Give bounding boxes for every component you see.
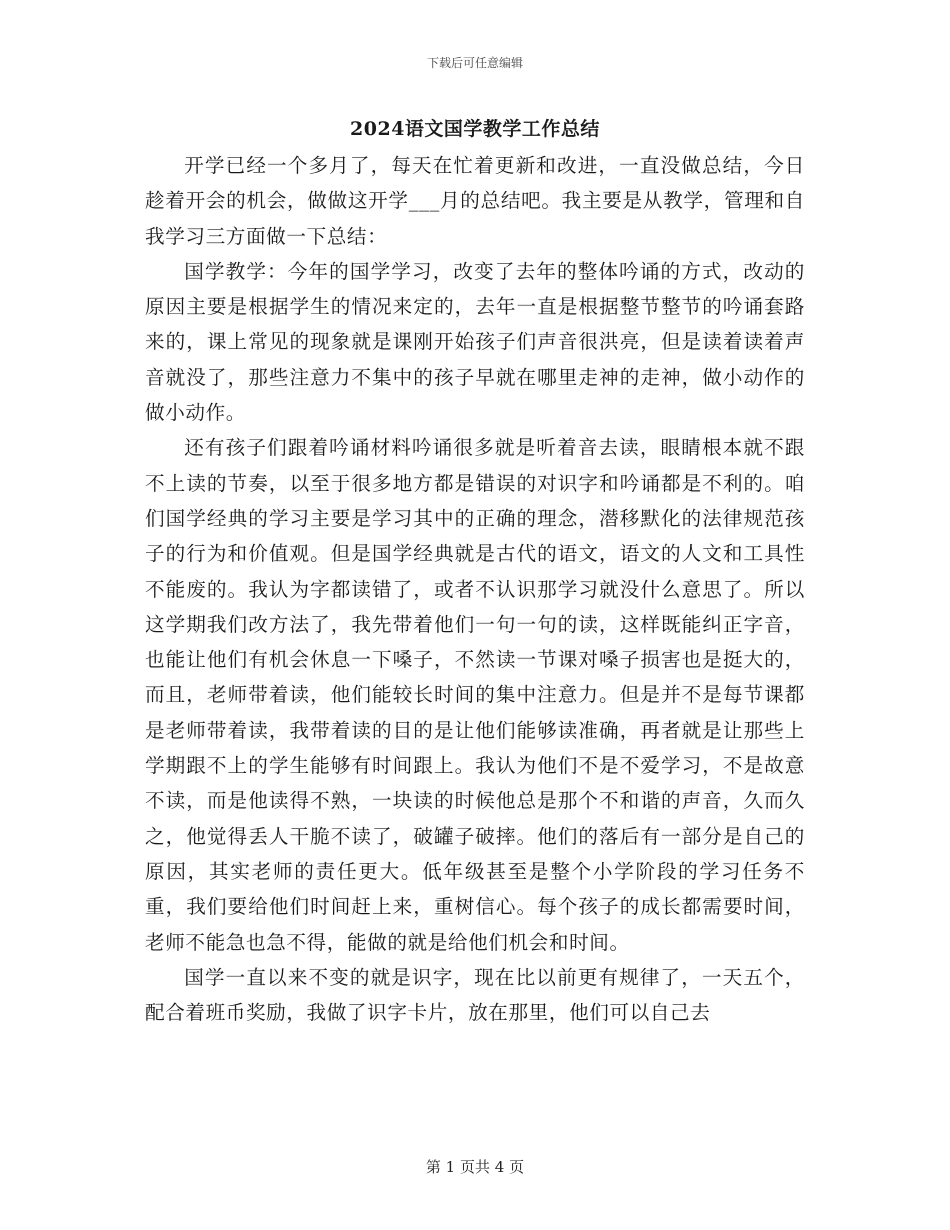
page-number: 第 1 页共 4 页 [425, 1158, 525, 1176]
document-body [145, 148, 805, 1030]
header-note: 下载后可任意编辑 [426, 56, 523, 70]
document-title: 2024语文国学教学工作总结 [350, 118, 600, 140]
paragraph-literacy: 国学一直以来不变的就是识字，现在比以前更有规律了，一天五个，配合着班币奖励，我做了识字卡片，放在那里，他们可以自己去 [145, 965, 805, 1025]
paragraph-guoxue-teaching: 国学教学：今年的国学学习，改变了去年的整体吟诵的方式，改动的原因主要是根据学生的情况来定的，去年一直是根据整节整节的吟诵套路来的，课上常见的现象就是课刚开始孩子们声音很洪亮，但是读着读着声音就没了，那些注意力不集中的孩子早就在哪里走神的走神，做小动作的做小动作。 [145, 259, 805, 425]
paragraph-intro: 开学已经一个多月了，每天在忙着更新和改进，一直没做总结，今日趁着开会的机会，做做这开学___月的总结吧。我主要是从教学，管理和自我学习三方面做一下总结： [145, 154, 805, 248]
paragraph-reading-method: 还有孩子们跟着吟诵材料吟诵很多就是听着音去读，眼睛根本就不跟不上读的节奏，以至于很多地方都是错误的对识字和吟诵都是不利的。咱们国学经典的学习主要是学习其中的正确的理念，潜移默化的法律规范孩子的行为和价值观。但是国学经典就是古代的语文，语文的人文和工具性不能废的。我认为字都读错了，或者不认识那学习就没什么意思了。所以这学期我们改方法了，我先带着他们一句一句的读，这样既能纠正字音，也能让他们有机会休息一下嗓子，不然读一节课对嗓子损害也是挺大的，而且，老师带着读，他们能较长时间的集中注意力。但是并不是每节课都是老师带着读，我带着读的目的是让他们能够读准确，再者就是让那些上学期跟不上的学生能够有时间跟上。我认为他们不是不爱学习，不是故意不读，而是他读得不熟，一块读的时候他总是那个不和谐的声音，久而久之，他觉得丢人干脆不读了，破罐子破摔。他们的落后有一部分是自己的原因，其实老师的责任更大。低年级甚至是整个小学阶段的学习任务不重，我们要给他们时间赶上来，重树信心。每个孩子的成长都需要时间，老师不能急也急不得，能做的就是给他们机会和时间。 [145, 436, 805, 954]
